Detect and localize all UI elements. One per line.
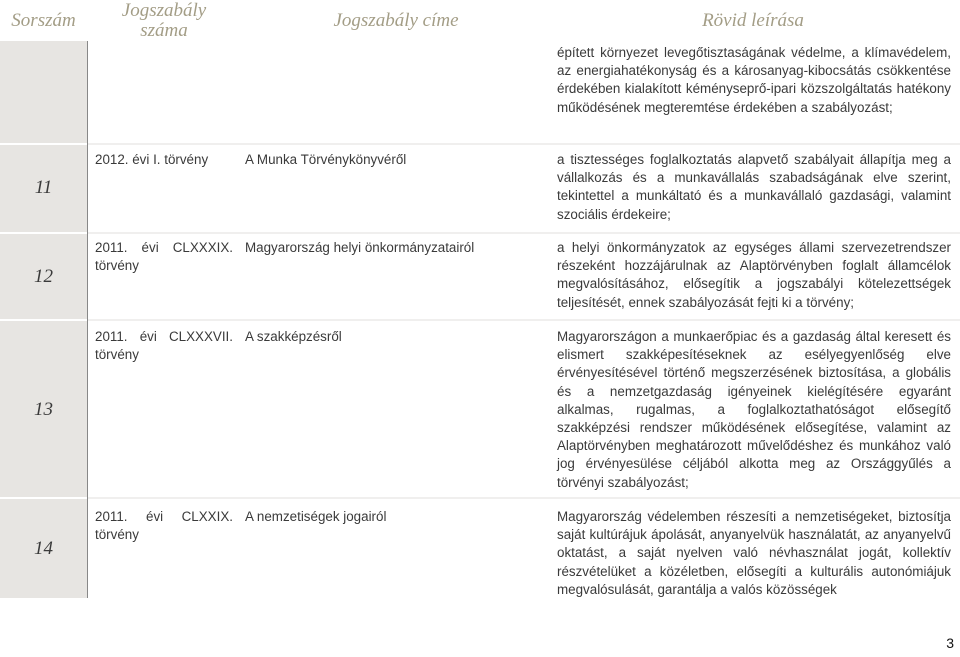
row-band <box>88 232 960 234</box>
law-title: A Munka Törvénykönyvéről <box>245 152 407 167</box>
header-law-number-line2: száma <box>140 19 188 41</box>
law-description: Magyarország védelemben részesíti a nemzetiségeket, biztosítja saját kultúrájuk ápolását, anyanyelvük használatát, az anyanyelvű oktatást, a saját nyelven való névhasználat jogát, kollektív részvételüket a közéletben, elősegíti a kulturális autonómiájuk megvalósulását, garantálja a valós közösségek <box>557 509 951 597</box>
row-separator <box>0 497 87 499</box>
law-title: A szakképzésről <box>245 329 342 344</box>
row-number: 12 <box>34 266 53 287</box>
row-separator <box>0 232 87 234</box>
row-separator <box>0 319 87 321</box>
header-sorszam: Sorszám <box>11 9 76 31</box>
law-description: Magyarországon a munkaerőpiac és a gazdaság által keresett és elismert szakképesítéseknek az esélyegyenlőség elve érvényesítésével történő megszerzésének biztosítása, a globális és a nemzetgazdaság igényeinek kielégítésére egyaránt alkalmas, rugalmas, a foglalkoztathatóságot elősegítő szakképzési rendszer működésének elősegítése, valamint az Alaptörvényben meghatározott művelődéshez és munkához való jog érvényesülése céljából alkotta meg az Országgyűlés a törvényi szabályozást; <box>557 329 951 490</box>
law-title: Magyarország helyi önkormányzatairól <box>245 240 475 255</box>
page-number: 3 <box>946 635 954 651</box>
continuation-description: épített környezet levegőtisztaságának védelme, a klímavédelem, az energiahatékonyság és a károsanyag-kibocsátás csökkentése érdekében kialakított kéményseprő-ipari közszolgáltatás hatékony működésének megteremtése érdekében a szabályozást; <box>557 45 951 115</box>
row-separator <box>0 143 87 145</box>
law-number: 2011. évi CLXXXIX. törvény <box>95 240 233 274</box>
law-number: 2011. évi CLXXXVII. törvény <box>95 329 233 363</box>
row-number: 13 <box>34 399 53 420</box>
row-number: 11 <box>34 177 53 198</box>
law-title: A nemzetiségek jogairól <box>245 509 387 524</box>
header-law-number-line1: Jogszabály <box>121 0 207 21</box>
law-number: 2012. évi I. törvény <box>95 152 209 167</box>
row-band <box>88 497 960 499</box>
row-band <box>88 143 960 145</box>
header-description: Rövid leírása <box>702 9 804 31</box>
header-law-title: Jogszabály címe <box>333 9 459 31</box>
row-band <box>88 319 960 321</box>
header-law-number <box>89 0 239 41</box>
law-description: a tisztességes foglalkoztatás alapvető szabályait állapítja meg a vállalkozás és a munkavállalás szabadságának elve szerint, tekintettel a munkáltató és a munkavállaló gazdasági, valamint szociális érdekeire; <box>557 152 951 222</box>
law-number: 2011. évi CLXXIX. törvény <box>95 509 233 543</box>
law-description: a helyi önkormányzatok az egységes állami szervezetrendszer részeként hozzájárulnak az Alaptörvényben foglalt államcélok megvalósításához, elősegítik a jogszabályi kötelezettségek teljesítését, ennek szabályozását fejti ki a törvény; <box>557 240 951 310</box>
row-number: 14 <box>34 538 53 559</box>
